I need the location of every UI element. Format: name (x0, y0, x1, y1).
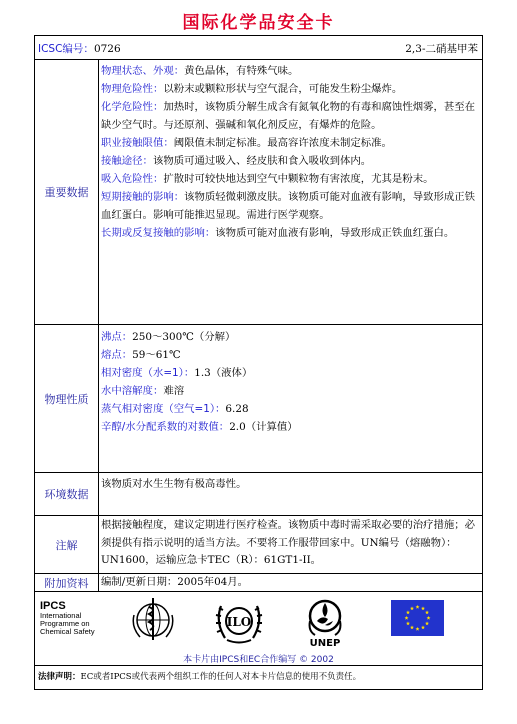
section-physical (35, 325, 482, 473)
chemical-name: 2,3-二硝基甲苯 (405, 43, 478, 55)
section-additional (35, 574, 482, 592)
unep-label: UNEP (309, 638, 341, 649)
icsc-number: ICSC编号：0726 (38, 43, 121, 55)
ilo-emblem-icon (213, 596, 265, 646)
legal-label: 法律声明： (38, 672, 81, 682)
section-environment (35, 473, 482, 516)
notes-text: 根据接触程度，建议定期进行医疗检查。该物质中毒时需采取必要的治疗措施；必须提供有指示说明的适当方法。不要将工作服带回家中。UN编号（熔融物）：UN1600，运输应急卡TEC（R）：61GT1-II。 (101, 519, 476, 566)
section-label-important: 重要数据 (35, 60, 99, 324)
property-item: 蒸气相对密度（空气=1）：6.28 (101, 403, 249, 415)
section-label-additional: 附加资料 (35, 574, 99, 591)
environment-text: 该物质对水生生物有极高毒性。 (101, 478, 247, 490)
section-label-environment: 环境数据 (35, 473, 99, 515)
property-item: 沸点：250～300℃（分解） (101, 331, 236, 343)
important-item: 物理危险性：以粉末或颗粒形状与空气混合，可能发生粉尘爆炸。 (101, 83, 403, 95)
footer-logos (35, 592, 482, 666)
important-item: 接触途径：该物质可通过吸入、经皮肤和食入吸收到体内。 (101, 155, 372, 167)
important-item: 短期接触的影响：该物质轻微刺激皮肤。该物质可能对血液有影响，导致形成正铁血红蛋白。影响可能推迟显现。需进行医学观察。 (101, 191, 476, 221)
important-item: 物理状态、外观：黄色晶体，有特殊气味。 (101, 65, 299, 77)
safety-card (34, 35, 483, 690)
card-title: 国际化学品安全卡 (182, 13, 335, 33)
eu-flag-icon (391, 600, 444, 636)
card-header (35, 36, 482, 60)
credit-line: 本卡片由IPCS和EC合作编写 © 2002 (183, 655, 334, 665)
section-important (35, 60, 482, 325)
property-item: 熔点：59～61℃ (101, 349, 181, 361)
important-item: 长期或反复接触的影响：该物质可能对血液有影响，导致形成正铁血红蛋白。 (101, 227, 455, 239)
section-label-notes: 注解 (35, 516, 99, 573)
physical-content (100, 325, 482, 472)
legal-text: EC或者IPCS或代表两个组织工作的任何人对本卡片信息的使用不负责任。 (80, 672, 362, 682)
important-item: 吸入危险性：扩散时可较快地达到空气中颗粒物有害浓度，尤其是粉末。 (101, 173, 434, 185)
section-notes (35, 516, 482, 574)
who-emblem-icon (128, 595, 178, 645)
section-label-physical: 物理性质 (35, 325, 99, 472)
ipcs-logo: IPCS International Programme on Chemical Safety (40, 600, 95, 636)
property-item: 辛醇/水分配系数的对数值：2.0（计算值） (101, 421, 298, 433)
additional-text: 编制/更新日期：2005年04月。 (101, 576, 249, 588)
important-item: 化学危险性：加热时，该物质分解生成含有氮氧化物的有毒和腐蚀性烟雾，甚至在缺少空气时。与还原剂、强碱和氧化剂反应，有爆炸的危险。 (101, 101, 476, 131)
svg-text:ILO: ILO (226, 615, 252, 629)
property-item: 相对密度（水=1）：1.3（液体） (101, 367, 253, 379)
legal-notice (35, 666, 482, 690)
important-content (100, 60, 482, 324)
property-item: 水中溶解度：难溶 (101, 385, 185, 397)
important-item: 职业接触限值：阈限值未制定标准。最高容许浓度未制定标准。 (101, 137, 392, 149)
